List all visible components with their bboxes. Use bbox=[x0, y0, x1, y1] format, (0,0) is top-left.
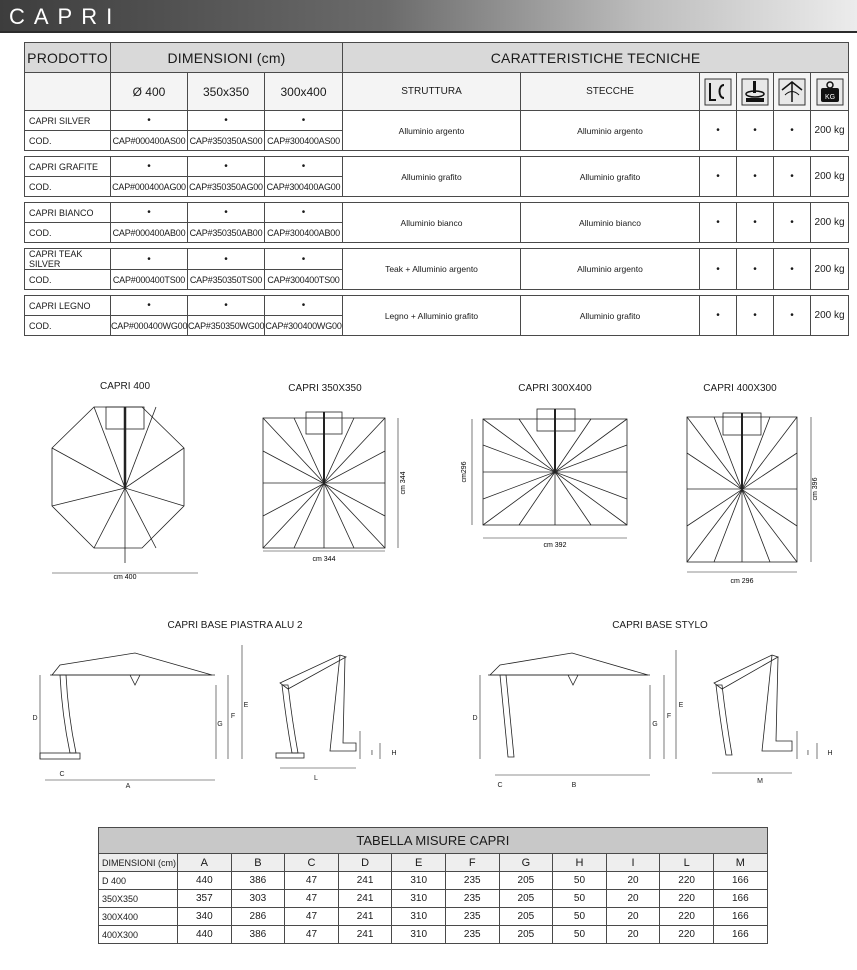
availability-dot: • bbox=[188, 203, 265, 223]
weight-icon bbox=[816, 78, 844, 106]
product-name: CAPRI LEGNO bbox=[25, 296, 111, 316]
product-code: CAP#300400AG00 bbox=[265, 177, 343, 197]
header-bar bbox=[0, 0, 857, 33]
tilt-icon bbox=[778, 78, 806, 106]
header-ribs: STECCHE bbox=[521, 73, 700, 111]
measure-header: H bbox=[553, 854, 607, 872]
header-features: CARATTERISTICHE TECNICHE bbox=[343, 43, 849, 73]
header-structure: STRUTTURA bbox=[343, 73, 521, 111]
dim-label: cm 396 bbox=[812, 477, 819, 501]
dim-letter: H bbox=[391, 750, 397, 757]
crank-icon bbox=[704, 78, 732, 106]
top-view-diagrams bbox=[0, 395, 857, 595]
dim-letter: D bbox=[472, 715, 478, 722]
dim-label: cm 344 bbox=[312, 556, 336, 563]
ribs-material: Alluminio argento bbox=[521, 249, 700, 290]
measure-cell: 220 bbox=[660, 872, 714, 890]
diagram-title: CAPRI 300X400 bbox=[518, 383, 592, 394]
top-view-octagon bbox=[52, 407, 198, 573]
dim-letter: F bbox=[230, 713, 236, 720]
dim-letter: E bbox=[678, 702, 684, 709]
product-row bbox=[25, 203, 849, 223]
dim-letter: D bbox=[32, 715, 38, 722]
feature-dot: • bbox=[700, 296, 737, 336]
measure-cell: 303 bbox=[231, 890, 285, 908]
dim-letter: F bbox=[666, 713, 672, 720]
measure-header: F bbox=[445, 854, 499, 872]
product-row bbox=[25, 111, 849, 131]
availability-dot: • bbox=[111, 157, 188, 177]
cod-label: COD. bbox=[25, 316, 111, 336]
feature-dot: • bbox=[700, 111, 737, 151]
measure-header: C bbox=[285, 854, 339, 872]
product-code: CAP#300400AS00 bbox=[265, 131, 343, 151]
structure-material: Legno + Alluminio grafito bbox=[343, 296, 521, 336]
measure-table bbox=[98, 827, 768, 944]
product-code: CAP#350350AB00 bbox=[188, 223, 265, 243]
product-code: CAP#300400TS00 bbox=[265, 270, 343, 290]
measure-cell: D 400 bbox=[99, 872, 178, 890]
availability-dot: • bbox=[111, 249, 188, 270]
dim-label: cm296 bbox=[461, 461, 468, 483]
weight-value: 200 kg bbox=[811, 203, 849, 243]
product-code: CAP#350350AG00 bbox=[188, 177, 265, 197]
measure-cell: 47 bbox=[285, 890, 339, 908]
structure-material: Teak + Alluminio argento bbox=[343, 249, 521, 290]
side-view-diagrams bbox=[0, 635, 857, 795]
page-title: CAPRI bbox=[9, 4, 122, 29]
measure-header: A bbox=[178, 854, 232, 872]
measure-header: B bbox=[231, 854, 285, 872]
measure-header: D bbox=[338, 854, 392, 872]
availability-dot: • bbox=[188, 249, 265, 270]
measure-header: E bbox=[392, 854, 446, 872]
top-view-rectangle-wide bbox=[472, 409, 627, 538]
header-product: PRODOTTO bbox=[25, 43, 111, 73]
measure-cell: 241 bbox=[338, 908, 392, 926]
availability-dot: • bbox=[265, 203, 343, 223]
dim-letter: G bbox=[652, 721, 658, 728]
cod-label: COD. bbox=[25, 131, 111, 151]
availability-dot: • bbox=[265, 157, 343, 177]
availability-dot: • bbox=[111, 203, 188, 223]
feature-dot: • bbox=[774, 157, 811, 197]
header-dimensions: DIMENSIONI (cm) bbox=[111, 43, 343, 73]
measure-cell: 310 bbox=[392, 908, 446, 926]
product-code: CAP#000400TS00 bbox=[111, 270, 188, 290]
product-code: CAP#000400AB00 bbox=[111, 223, 188, 243]
measure-cell: 166 bbox=[713, 872, 767, 890]
measure-cell: 166 bbox=[713, 890, 767, 908]
dim-letter: I bbox=[371, 750, 373, 757]
dim-letter: E bbox=[243, 702, 249, 709]
measure-row bbox=[99, 890, 768, 908]
measure-cell: 205 bbox=[499, 926, 553, 944]
measure-header: M bbox=[713, 854, 767, 872]
feature-dot: • bbox=[737, 203, 774, 243]
measure-cell: 50 bbox=[553, 908, 607, 926]
product-name: CAPRI TEAK SILVER bbox=[25, 249, 111, 270]
cod-label: COD. bbox=[25, 223, 111, 243]
measure-cell: 20 bbox=[606, 890, 660, 908]
measure-cell: 220 bbox=[660, 908, 714, 926]
feature-header bbox=[774, 73, 811, 111]
ribs-material: Alluminio bianco bbox=[521, 203, 700, 243]
measure-cell: 241 bbox=[338, 872, 392, 890]
header-blank bbox=[25, 73, 111, 111]
availability-dot: • bbox=[265, 111, 343, 131]
availability-dot: • bbox=[111, 111, 188, 131]
measure-cell: 357 bbox=[178, 890, 232, 908]
structure-material: Alluminio argento bbox=[343, 111, 521, 151]
feature-dot: • bbox=[737, 249, 774, 290]
measure-cell: 235 bbox=[445, 872, 499, 890]
measure-cell: 310 bbox=[392, 890, 446, 908]
product-row bbox=[25, 296, 849, 316]
measure-cell: 350X350 bbox=[99, 890, 178, 908]
measure-row bbox=[99, 908, 768, 926]
product-code: CAP#350350WG00 bbox=[188, 316, 265, 336]
cod-label: COD. bbox=[25, 270, 111, 290]
dim-label: cm 344 bbox=[400, 471, 407, 495]
availability-dot: • bbox=[111, 296, 188, 316]
dim-letter: G bbox=[217, 721, 223, 728]
measure-header: G bbox=[499, 854, 553, 872]
measure-cell: 166 bbox=[713, 926, 767, 944]
diagram-title: CAPRI 400X300 bbox=[703, 383, 777, 394]
product-name: CAPRI BIANCO bbox=[25, 203, 111, 223]
product-row bbox=[25, 157, 849, 177]
dim-letter: H bbox=[827, 750, 833, 757]
dim-letter: L bbox=[314, 775, 318, 782]
product-code: CAP#350350AS00 bbox=[188, 131, 265, 151]
measure-cell: 20 bbox=[606, 926, 660, 944]
ribs-material: Alluminio grafito bbox=[521, 296, 700, 336]
measure-cell: 235 bbox=[445, 908, 499, 926]
measure-cell: 440 bbox=[178, 872, 232, 890]
dim-label: cm 392 bbox=[543, 542, 567, 549]
measure-cell: 50 bbox=[553, 926, 607, 944]
feature-dot: • bbox=[774, 111, 811, 151]
weight-icon-text: KG bbox=[824, 93, 835, 101]
product-code: CAP#000400AG00 bbox=[111, 177, 188, 197]
measure-cell: 20 bbox=[606, 872, 660, 890]
measure-table-title: TABELLA MISURE CAPRI bbox=[99, 828, 768, 854]
dim-letter: A bbox=[125, 783, 131, 790]
feature-header bbox=[700, 73, 737, 111]
measure-cell: 235 bbox=[445, 890, 499, 908]
weight-value: 200 kg bbox=[811, 249, 849, 290]
diagram-title: CAPRI BASE STYLO bbox=[612, 620, 708, 631]
availability-dot: • bbox=[188, 111, 265, 131]
availability-dot: • bbox=[188, 157, 265, 177]
measure-cell: 286 bbox=[231, 908, 285, 926]
size-header: 350x350 bbox=[188, 73, 265, 111]
measure-cell: 205 bbox=[499, 872, 553, 890]
measure-cell: 20 bbox=[606, 908, 660, 926]
measure-cell: 310 bbox=[392, 926, 446, 944]
measure-cell: 205 bbox=[499, 908, 553, 926]
weight-value: 200 kg bbox=[811, 111, 849, 151]
availability-dot: • bbox=[265, 249, 343, 270]
feature-dot: • bbox=[737, 157, 774, 197]
diagram-title: CAPRI 350X350 bbox=[288, 383, 362, 394]
feature-header bbox=[811, 73, 849, 111]
availability-dot: • bbox=[265, 296, 343, 316]
size-header: Ø 400 bbox=[111, 73, 188, 111]
diagram-title: CAPRI 400 bbox=[99, 381, 151, 392]
measure-cell: 47 bbox=[285, 926, 339, 944]
product-row bbox=[25, 249, 849, 270]
measure-row bbox=[99, 926, 768, 944]
measure-cell: 340 bbox=[178, 908, 232, 926]
weight-value: 200 kg bbox=[811, 296, 849, 336]
measure-cell: 241 bbox=[338, 890, 392, 908]
dim-letter: C bbox=[59, 771, 65, 778]
feature-dot: • bbox=[737, 296, 774, 336]
availability-dot: • bbox=[188, 296, 265, 316]
measure-cell: 310 bbox=[392, 872, 446, 890]
dim-letter: B bbox=[571, 782, 577, 789]
size-header: 300x400 bbox=[265, 73, 343, 111]
diagram-title: CAPRI BASE PIASTRA ALU 2 bbox=[167, 620, 303, 631]
structure-material: Alluminio bianco bbox=[343, 203, 521, 243]
rotation-icon bbox=[741, 78, 769, 106]
measure-cell: 386 bbox=[231, 926, 285, 944]
measure-cell: 47 bbox=[285, 908, 339, 926]
measure-cell: 205 bbox=[499, 890, 553, 908]
measure-cell: 400X300 bbox=[99, 926, 178, 944]
product-code: CAP#300400AB00 bbox=[265, 223, 343, 243]
ribs-material: Alluminio grafito bbox=[521, 157, 700, 197]
measure-header: I bbox=[606, 854, 660, 872]
structure-material: Alluminio grafito bbox=[343, 157, 521, 197]
measure-cell: 50 bbox=[553, 872, 607, 890]
dim-letter: M bbox=[757, 778, 763, 785]
feature-dot: • bbox=[700, 157, 737, 197]
feature-dot: • bbox=[737, 111, 774, 151]
feature-dot: • bbox=[774, 296, 811, 336]
measure-cell: 220 bbox=[660, 890, 714, 908]
top-view-square bbox=[263, 412, 398, 551]
measure-cell: 440 bbox=[178, 926, 232, 944]
measure-header: L bbox=[660, 854, 714, 872]
dim-letter: C bbox=[497, 782, 503, 789]
spec-table bbox=[24, 42, 849, 336]
weight-value: 200 kg bbox=[811, 157, 849, 197]
measure-cell: 220 bbox=[660, 926, 714, 944]
dim-label: cm 400 bbox=[113, 574, 137, 581]
measure-cell: 300X400 bbox=[99, 908, 178, 926]
feature-dot: • bbox=[774, 203, 811, 243]
product-code: CAP#350350TS00 bbox=[188, 270, 265, 290]
feature-dot: • bbox=[700, 203, 737, 243]
product-name: CAPRI GRAFITE bbox=[25, 157, 111, 177]
dim-label: cm 296 bbox=[730, 578, 754, 585]
measure-header: DIMENSIONI (cm) bbox=[99, 854, 178, 872]
product-code: CAP#000400WG00 bbox=[111, 316, 188, 336]
feature-header bbox=[737, 73, 774, 111]
product-code: CAP#300400WG00 bbox=[265, 316, 343, 336]
feature-dot: • bbox=[700, 249, 737, 290]
measure-cell: 235 bbox=[445, 926, 499, 944]
cod-label: COD. bbox=[25, 177, 111, 197]
measure-cell: 166 bbox=[713, 908, 767, 926]
measure-header-row bbox=[99, 854, 768, 872]
feature-dot: • bbox=[774, 249, 811, 290]
top-view-rectangle-tall bbox=[687, 413, 811, 572]
ribs-material: Alluminio argento bbox=[521, 111, 700, 151]
measure-cell: 241 bbox=[338, 926, 392, 944]
measure-row bbox=[99, 872, 768, 890]
product-name: CAPRI SILVER bbox=[25, 111, 111, 131]
dim-letter: I bbox=[807, 750, 809, 757]
product-code: CAP#000400AS00 bbox=[111, 131, 188, 151]
measure-cell: 47 bbox=[285, 872, 339, 890]
measure-cell: 386 bbox=[231, 872, 285, 890]
measure-cell: 50 bbox=[553, 890, 607, 908]
